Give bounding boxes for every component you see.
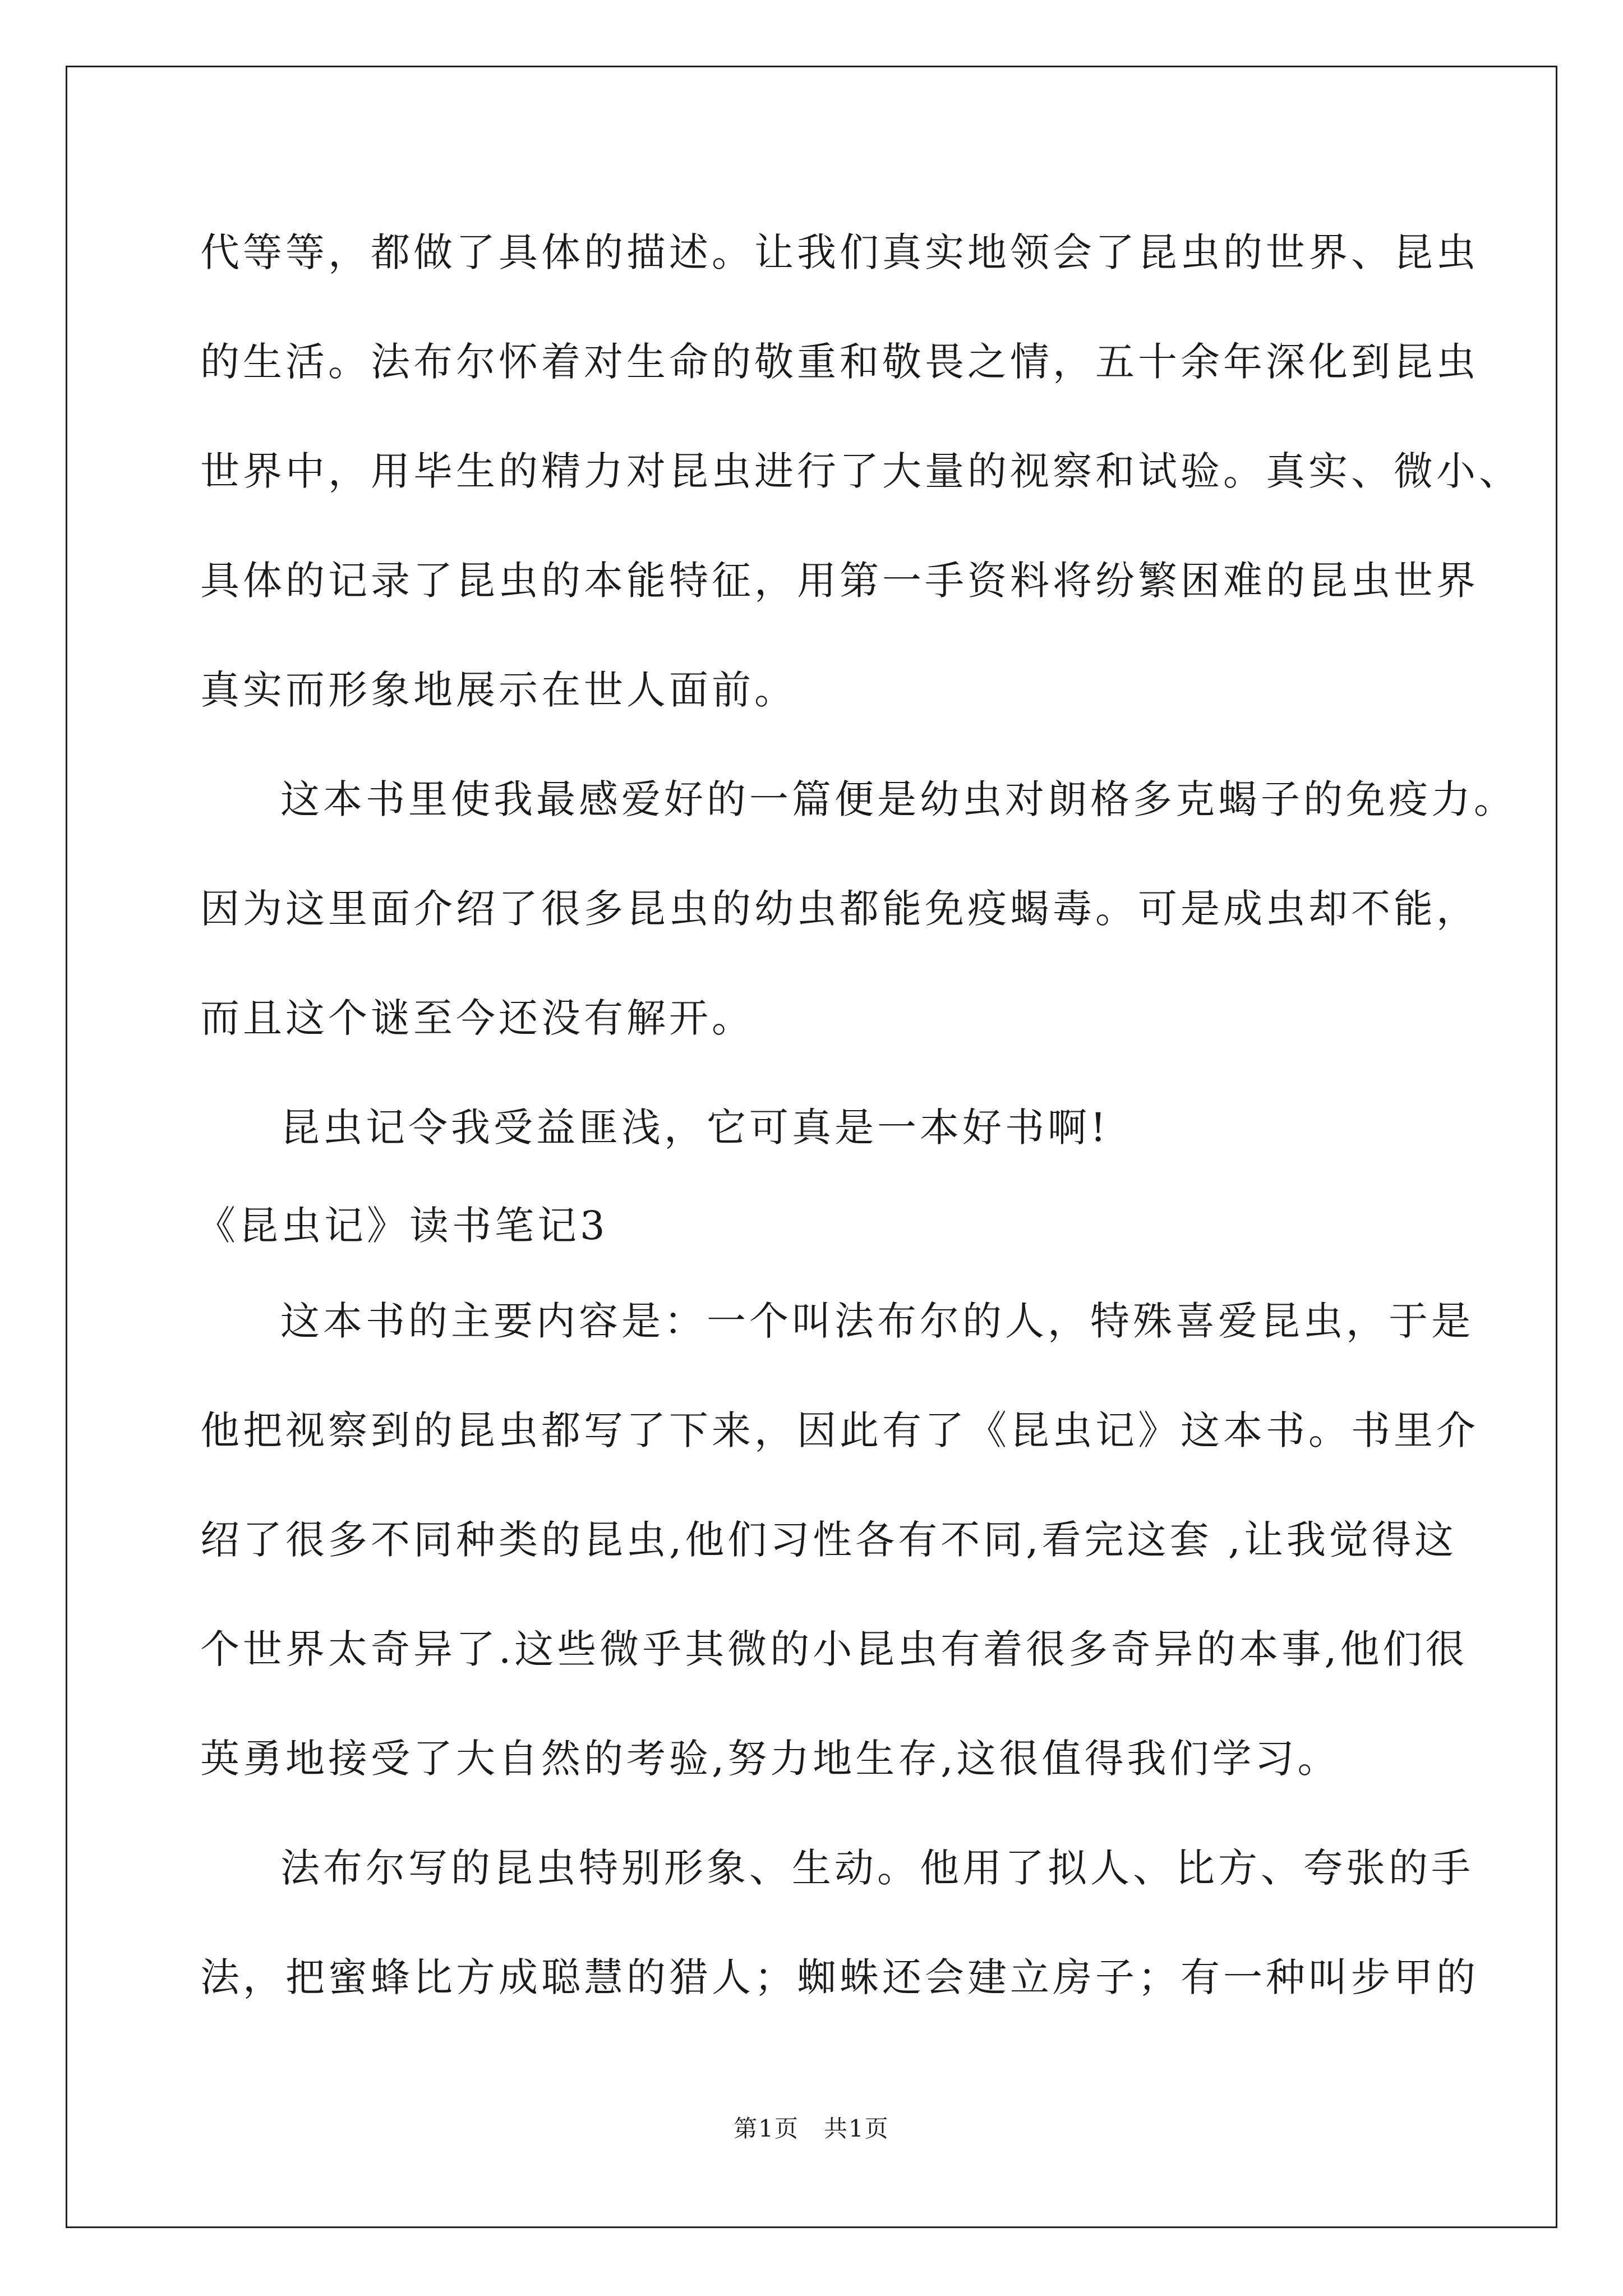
page-footer: 第1页 共1页 [734, 2115, 889, 2142]
text-line: 昆虫记令我受益匪浅，它可真是一本好书啊! [280, 1105, 1110, 1151]
text-line: 具体的记录了昆虫的本能特征，用第一手资料将纷繁困难的昆虫世界 [200, 558, 1479, 604]
text-line: 世界中，用毕生的精力对昆虫进行了大量的视察和试验。真实、微小、 [200, 448, 1521, 494]
text-line: 代等等，都做了具体的描述。让我们真实地领会了昆虫的世界、昆虫 [200, 229, 1479, 275]
text-line: 个世界太奇异了.这些微乎其微的小昆虫有着很多奇异的本事,他们很 [200, 1626, 1468, 1672]
text-line: 绍了很多不同种类的昆虫,他们习性各有不同,看完这套 ,让我觉得这 [200, 1517, 1458, 1563]
text-line: 英勇地接受了大自然的考验,努力地生存,这很值得我们学习。 [200, 1736, 1340, 1782]
section-heading: 《昆虫记》读书笔记3 [196, 1203, 608, 1249]
text-line: 这本书里使我最感爱好的一篇便是幼虫对朗格多克蝎子的免疫力。 [280, 776, 1516, 822]
text-line: 因为这里面介绍了很多昆虫的幼虫都能免疫蝎毒。可是成虫却不能， [200, 886, 1479, 932]
text-line: 而且这个谜至今还没有解开。 [200, 995, 754, 1041]
text-line: 真实而形象地展示在世人面前。 [200, 667, 797, 713]
text-line: 他把视察到的昆虫都写了下来，因此有了《昆虫记》这本书。书里介 [200, 1407, 1479, 1453]
text-line: 法布尔写的昆虫特别形象、生动。他用了拟人、比方、夸张的手 [280, 1845, 1474, 1891]
text-line: 这本书的主要内容是：一个叫法布尔的人，特殊喜爱昆虫，于是 [280, 1298, 1474, 1344]
text-line: 法，把蜜蜂比方成聪慧的猎人；蜘蛛还会建立房子；有一种叫步甲的 [200, 1954, 1479, 2000]
text-line: 的生活。法布尔怀着对生命的敬重和敬畏之情，五十余年深化到昆虫 [200, 339, 1479, 385]
